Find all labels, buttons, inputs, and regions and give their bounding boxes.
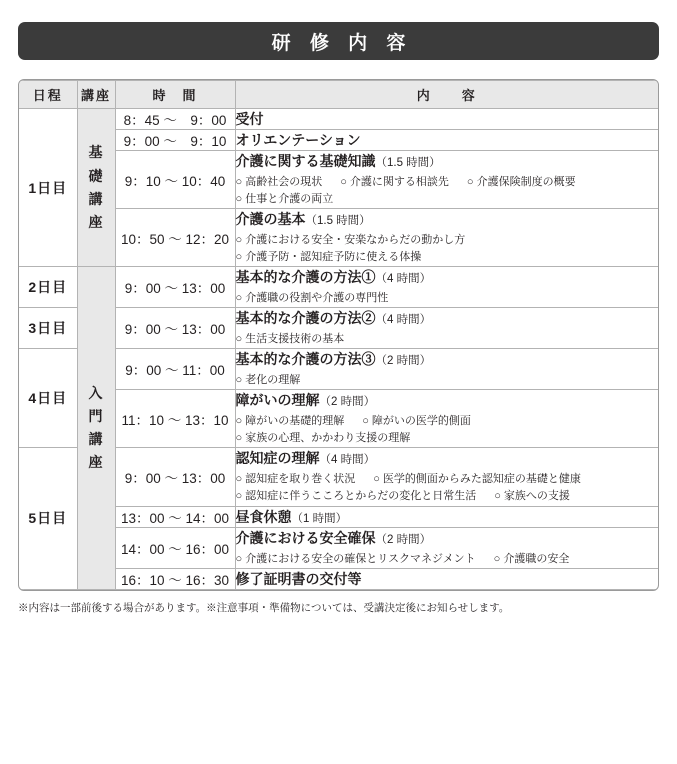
category-char: 礎 — [88, 167, 104, 184]
session-title-text: オリエンテーション — [235, 132, 361, 148]
category-label-vertical — [78, 382, 115, 474]
session-duration: （2 時間） — [375, 355, 432, 368]
session-duration: （1.5 時間） — [305, 215, 371, 228]
col-header-day: 日程 — [19, 81, 77, 109]
content-cell — [235, 267, 658, 308]
session-bullets — [236, 290, 659, 307]
content-cell — [235, 349, 658, 390]
category-char: 基 — [88, 144, 104, 161]
content-cell — [235, 109, 658, 130]
content-cell — [235, 506, 658, 527]
bullet-item: ○ 介護職の役割や介護の専門性 — [235, 292, 389, 305]
bullet-item: ○ 生活支援技術の基本 — [235, 333, 345, 346]
time-cell: 9：00 ～ 13：00 — [115, 267, 235, 308]
category-cell — [77, 267, 115, 589]
content-cell — [235, 527, 658, 568]
session-title-text: 認知症の理解 — [235, 450, 320, 467]
schedule-table-container — [18, 79, 659, 591]
table-row — [19, 349, 658, 390]
category-char: 座 — [88, 453, 104, 470]
bullet-item: ○ 仕事と介護の両立 — [235, 193, 334, 206]
day-cell: 2日目 — [19, 267, 77, 308]
time-cell: 9：00 ～ 11：00 — [115, 349, 235, 390]
category-char: 座 — [88, 213, 104, 230]
bullet-item: ○ 介護に関する相談先 — [340, 176, 449, 188]
day-cell: 4日目 — [19, 349, 77, 448]
session-duration: （2 時間） — [375, 533, 432, 546]
session-title-text: 基本的な介護の方法① — [235, 269, 376, 286]
bullet-item: ○ 高齢社会の現状 — [235, 176, 323, 188]
col-header-content: 内 容 — [235, 81, 658, 109]
bullet-item: ○ 障がいの基礎的理解 — [235, 415, 345, 428]
session-title — [236, 448, 659, 468]
content-cell — [235, 448, 658, 506]
session-title — [236, 151, 659, 171]
session-bullets — [236, 471, 659, 505]
category-char: 講 — [88, 430, 104, 447]
category-label-vertical — [78, 141, 115, 233]
category-char: 入 — [88, 384, 104, 401]
footnote: ※内容は一部前後する場合があります。※注意事項・準備物については、受講決定後にお知らせします。 — [18, 601, 510, 614]
table-body — [19, 109, 658, 590]
col-header-category: 講座 — [77, 81, 115, 109]
table-row — [19, 267, 658, 308]
bullet-item: ○ 認知症を取り巻く状況 — [235, 473, 356, 486]
bullet-item: ○ 介護保険制度の概要 — [466, 176, 576, 188]
session-title-text: 受付 — [235, 111, 264, 127]
table-row — [19, 109, 658, 130]
session-duration: （2 時間） — [319, 396, 376, 409]
bullet-item: ○ 介護職の安全 — [493, 552, 570, 565]
session-title — [236, 308, 659, 328]
page-title: 研 修 内 容 — [271, 32, 413, 54]
session-title-text: 基本的な介護の方法② — [235, 310, 376, 327]
table-row — [19, 151, 658, 209]
table-row — [19, 209, 658, 267]
session-bullets — [236, 232, 659, 266]
content-cell — [235, 209, 658, 267]
session-bullets — [236, 413, 659, 447]
content-cell — [235, 308, 658, 349]
session-title-text: 修了証明書の交付等 — [235, 570, 362, 587]
table-row — [19, 527, 658, 568]
category-char: 講 — [88, 190, 104, 207]
session-duration: （1.5 時間） — [375, 157, 441, 169]
session-title-text: 介護における安全確保 — [235, 529, 376, 546]
table-row — [19, 506, 658, 527]
schedule-table — [19, 80, 658, 590]
page-title-banner — [18, 22, 659, 60]
content-cell — [235, 130, 658, 151]
session-title — [236, 528, 659, 548]
content-cell — [235, 390, 658, 448]
time-cell: 10：50 ～ 12：20 — [115, 209, 235, 267]
bullet-item: ○ 老化の理解 — [235, 374, 301, 387]
session-title — [236, 130, 659, 150]
bullet-item: ○ 介護における安全・安楽なからだの動かし方 — [235, 234, 466, 247]
time-cell: 9：10 ～ 10：40 — [115, 151, 235, 209]
session-title — [236, 109, 659, 129]
session-title-text: 介護の基本 — [235, 211, 306, 228]
session-title-text: 昼食休憩 — [235, 508, 292, 525]
session-title-text: 基本的な介護の方法③ — [235, 351, 376, 368]
bullet-item: ○ 障がいの医学的側面 — [362, 415, 471, 428]
session-bullets — [236, 372, 659, 389]
time-cell: 8：45 ～ 9：00 — [115, 109, 235, 130]
page-root — [0, 22, 677, 764]
session-duration: （4 時間） — [375, 273, 432, 286]
session-title — [236, 209, 659, 229]
time-cell: 9：00 ～ 9：10 — [115, 130, 235, 151]
session-title — [236, 507, 659, 527]
session-title — [236, 390, 659, 410]
table-row — [19, 390, 658, 448]
table-header-row — [19, 81, 658, 109]
bullet-item: ○ 家族の心理、かかわり支援の理解 — [235, 432, 411, 445]
table-row — [19, 308, 658, 349]
session-title-text: 障がいの理解 — [235, 392, 320, 409]
table-row — [19, 568, 658, 589]
time-cell: 11：10 ～ 13：10 — [115, 390, 235, 448]
bullet-item: ○ 介護予防・認知症予防に使える体操 — [235, 251, 422, 264]
session-bullets — [236, 331, 659, 348]
time-cell: 16：10 ～ 16：30 — [115, 568, 235, 589]
time-cell: 9：00 ～ 13：00 — [115, 308, 235, 349]
session-title-text: 介護に関する基礎知識 — [235, 153, 376, 169]
session-title — [236, 349, 659, 369]
table-row — [19, 130, 658, 151]
session-title — [236, 569, 659, 589]
session-duration: （4 時間） — [319, 454, 376, 467]
table-header — [19, 81, 658, 109]
bullet-item: ○ 介護における安全の確保とリスクマネジメント — [235, 552, 476, 565]
time-cell: 9：00 ～ 13：00 — [115, 448, 235, 506]
category-char: 門 — [88, 407, 104, 424]
session-duration: （1 時間） — [291, 512, 348, 525]
day-cell: 1日目 — [19, 109, 77, 267]
session-bullets — [236, 174, 659, 208]
day-cell: 3日目 — [19, 308, 77, 349]
bullet-item: ○ 家族への支援 — [494, 490, 570, 503]
table-row — [19, 448, 658, 506]
bullet-item: ○ 認知症に伴うこころとからだの変化と日常生活 — [235, 490, 477, 503]
category-cell — [77, 109, 115, 267]
session-duration: （4 時間） — [375, 314, 432, 327]
col-header-time: 時 間 — [115, 81, 235, 109]
time-cell: 14：00 ～ 16：00 — [115, 527, 235, 568]
time-cell: 13：00 ～ 14：00 — [115, 506, 235, 527]
session-title — [236, 267, 659, 287]
day-cell: 5日目 — [19, 448, 77, 589]
bullet-item: ○ 医学的側面からみた認知症の基礎と健康 — [373, 473, 581, 486]
session-bullets — [236, 551, 659, 568]
content-cell — [235, 568, 658, 589]
content-cell — [235, 151, 658, 209]
